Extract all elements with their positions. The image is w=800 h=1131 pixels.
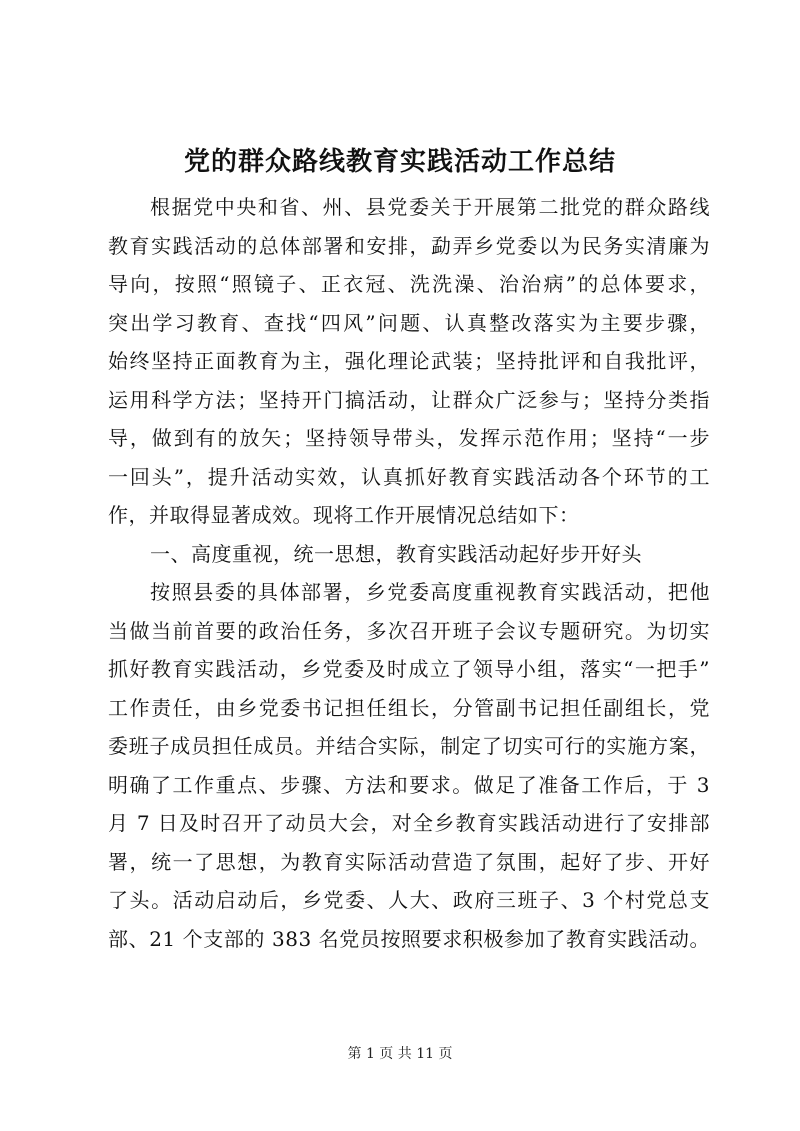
paragraph-line: 作，并取得显著成效。现将工作开展情况总结如下：: [108, 503, 580, 527]
document-body: [108, 188, 710, 958]
paragraph-line: 当做当前首要的政治任务，多次召开班子会议专题研究。为切实: [108, 618, 710, 643]
paragraph-line: 运用科学方法；坚持开门搞活动，让群众广泛参与；坚持分类指: [108, 387, 710, 412]
section-heading: 一、高度重视，统一思想，教育实践活动起好步开好头: [150, 541, 642, 566]
paragraph-line: 一回头”，提升活动实效，认真抓好教育实践活动各个环节的工: [108, 464, 710, 489]
paragraph-line: 教育实践活动的总体部署和安排，勐弄乡党委以为民务实清廉为: [108, 233, 710, 258]
paragraph-line: 抓好教育实践活动，乡党委及时成立了领导小组，落实“一把手”: [108, 657, 710, 681]
paragraph-line: 委班子成员担任成员。并结合实际，制定了切实可行的实施方案，: [108, 734, 710, 758]
paragraph-line: 了头。活动启动后，乡党委、人大、政府三班子、3 个村党总支: [108, 888, 710, 912]
paragraph-line: 明确了工作重点、步骤、方法和要求。做足了准备工作后，于 3: [108, 772, 710, 797]
paragraph-line: 导向，按照“照镜子、正衣冠、洗洗澡、治治病”的总体要求，: [108, 272, 710, 296]
document-title: 党的群众路线教育实践活动工作总结: [183, 147, 616, 177]
paragraph-line: 始终坚持正面教育为主，强化理论武装；坚持批评和自我批评，: [108, 349, 710, 373]
paragraph-line: 根据党中央和省、州、县党委关于开展第二批党的群众路线: [150, 195, 710, 219]
paragraph-line: 导，做到有的放矢；坚持领导带头，发挥示范作用；坚持“一步: [108, 426, 710, 450]
paragraph-line: 署，统一了思想，为教育实际活动营造了氛围，起好了步、开好: [108, 849, 710, 874]
page-number: 第 1 页 共 11 页: [347, 1046, 453, 1062]
paragraph-line: 月 7 日及时召开了动员大会，对全乡教育实践活动进行了安排部: [108, 811, 710, 835]
paragraph-line: 突出学习教育、查找“四风”问题、认真整改落实为主要步骤，: [108, 310, 710, 335]
paragraph-line: 按照县委的具体部署，乡党委高度重视教育实践活动，把他: [150, 580, 710, 604]
paragraph-line: 工作责任，由乡党委书记担任组长，分管副书记担任副组长，党: [108, 695, 710, 720]
paragraph-line: 部、21 个支部的 383 名党员按照要求积极参加了教育实践活动。: [108, 926, 710, 951]
